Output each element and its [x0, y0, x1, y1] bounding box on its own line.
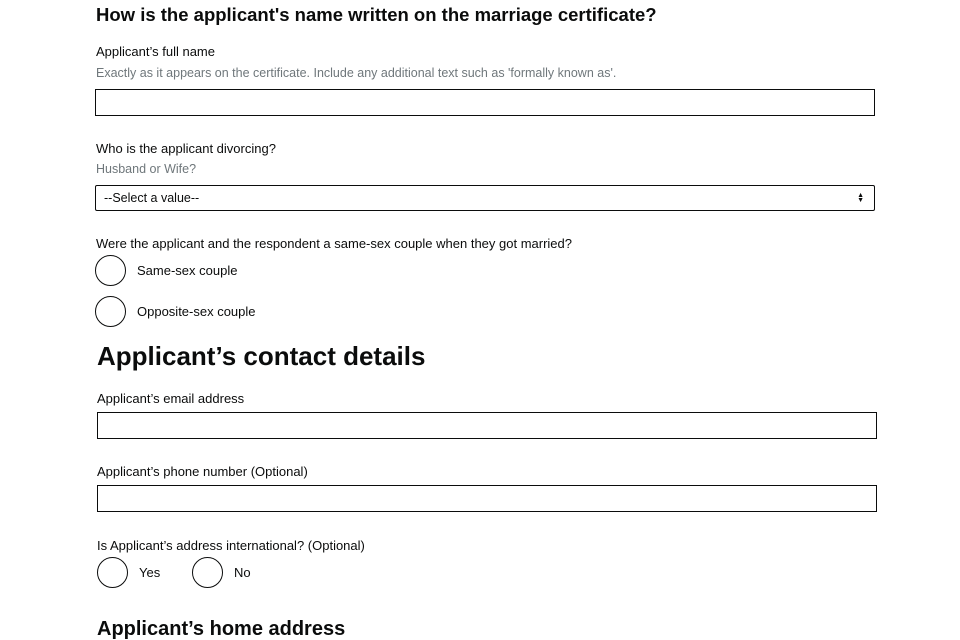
up-down-chevron-icon: ▲ ▼: [857, 192, 864, 204]
full-name-hint: Exactly as it appears on the certificate. Include any additional text such as 'formally known as'.: [96, 66, 617, 80]
radio-label: No: [234, 565, 251, 580]
radio-circle[interactable]: [95, 296, 126, 327]
email-input[interactable]: [97, 412, 877, 439]
radio-opposite-sex[interactable]: [95, 296, 256, 327]
radio-international-no[interactable]: [192, 557, 251, 588]
phone-input[interactable]: [97, 485, 877, 512]
email-label: Applicant’s email address: [97, 391, 245, 406]
full-name-input[interactable]: [95, 89, 875, 116]
contact-details-heading: Applicant’s contact details: [97, 341, 426, 371]
same-sex-label: Were the applicant and the respondent a same-sex couple when they got married?: [96, 236, 572, 251]
marriage-name-heading: How is the applicant's name written on the marriage certificate?: [96, 4, 657, 25]
divorcing-select-value: --Select a value--: [104, 191, 200, 205]
radio-circle[interactable]: [192, 557, 223, 588]
radio-circle[interactable]: [97, 557, 128, 588]
phone-label: Applicant’s phone number (Optional): [97, 464, 308, 479]
international-label: Is Applicant’s address international? (Optional): [97, 538, 365, 553]
divorcing-select[interactable]: [95, 185, 875, 211]
radio-label: Yes: [139, 565, 161, 580]
radio-circle[interactable]: [95, 255, 126, 286]
divorcing-hint: Husband or Wife?: [96, 162, 197, 176]
radio-international-yes[interactable]: [97, 557, 160, 588]
radio-label: Same-sex couple: [137, 263, 238, 278]
home-address-heading: Applicant’s home address: [97, 618, 346, 640]
full-name-label: Applicant’s full name: [96, 44, 215, 59]
radio-same-sex[interactable]: [95, 255, 237, 286]
divorcing-label: Who is the applicant divorcing?: [96, 141, 276, 156]
radio-label: Opposite-sex couple: [137, 304, 256, 319]
